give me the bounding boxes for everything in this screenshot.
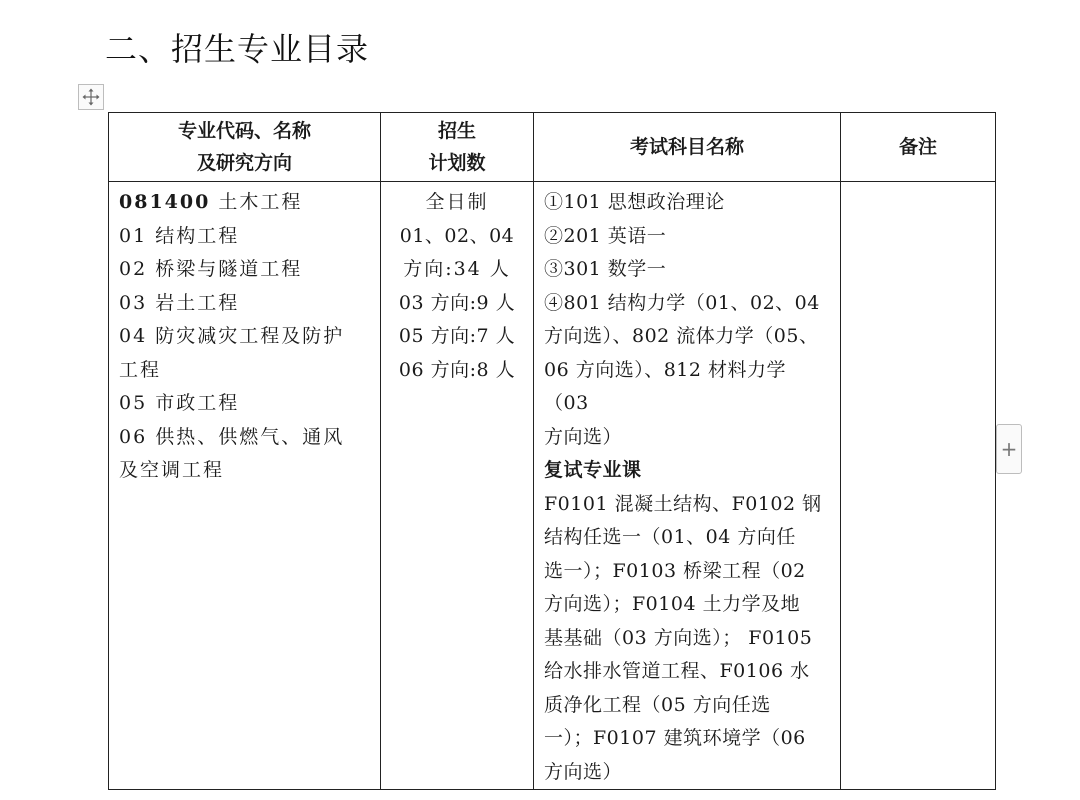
exam-subject: ④801 结构力学（01、02、04 bbox=[544, 291, 820, 314]
exam-subject: 方向选）、802 流体力学（05、 bbox=[544, 325, 819, 347]
plan-line: 01、02、04 bbox=[399, 224, 515, 247]
header-notes: 备注 bbox=[841, 113, 996, 182]
header-plan-line: 计划数 bbox=[428, 152, 486, 174]
retest-line: 基基础（03 方向选）； F0105 bbox=[544, 626, 813, 649]
retest-line: 方向选） bbox=[544, 760, 623, 783]
header-plan-line: 招生 bbox=[437, 120, 476, 142]
direction-item: 工程 bbox=[119, 358, 162, 381]
plan-cell bbox=[381, 182, 534, 790]
retest-line: 给水排水管道工程、F0106 水 bbox=[544, 660, 810, 682]
add-column-button[interactable] bbox=[996, 424, 1022, 474]
direction-item: 02 桥梁与隧道工程 bbox=[119, 258, 303, 280]
direction-item: 及空调工程 bbox=[119, 459, 225, 481]
enrollment-catalog-table bbox=[108, 112, 996, 790]
table-row bbox=[109, 182, 996, 790]
direction-item: 06 供热、供燃气、通风 bbox=[119, 425, 345, 448]
retest-line: F0101 混凝土结构、F0102 钢 bbox=[544, 492, 822, 515]
plan-line: 06 方向:8 人 bbox=[398, 358, 516, 381]
table-move-handle[interactable] bbox=[78, 84, 104, 110]
header-major bbox=[109, 113, 381, 182]
retest-line: 选一）；F0103 桥梁工程（02 bbox=[544, 559, 806, 582]
retest-line: 质净化工程（05 方向任选 bbox=[544, 693, 771, 716]
header-major-line: 专业代码、名称 bbox=[177, 120, 311, 142]
header-major-line: 及研究方向 bbox=[196, 152, 292, 174]
retest-title: 复试专业课 bbox=[544, 459, 642, 481]
exam-subject: 方向选） bbox=[544, 425, 623, 448]
major-cell bbox=[109, 182, 381, 790]
exam-subject: ③301 数学一 bbox=[544, 258, 667, 280]
direction-item: 01 结构工程 bbox=[119, 224, 240, 247]
retest-line: 结构任选一（01、04 方向任 bbox=[544, 526, 796, 548]
plus-icon: + bbox=[1000, 437, 1018, 461]
retest-line: 方向选）；F0104 土力学及地 bbox=[544, 593, 801, 615]
plan-line: 03 方向:9 人 bbox=[398, 291, 516, 314]
major-code: 081400 bbox=[119, 191, 211, 213]
exam-subject: 06 方向选）、812 材料力学（03 bbox=[544, 358, 787, 414]
direction-item: 03 岩土工程 bbox=[119, 291, 240, 314]
exam-subject: ①101 思想政治理论 bbox=[544, 191, 725, 213]
plan-line: 全日制 bbox=[425, 191, 489, 213]
retest-line: 一）；F0107 建筑环境学（06 bbox=[544, 727, 806, 749]
header-exam: 考试科目名称 bbox=[534, 113, 841, 182]
direction-item: 05 市政工程 bbox=[119, 392, 240, 414]
major-name: 土木工程 bbox=[218, 191, 303, 213]
table-header-row bbox=[109, 113, 996, 182]
move-arrows-icon bbox=[82, 88, 100, 106]
plan-line: 05 方向:7 人 bbox=[398, 325, 516, 347]
page-title: 二、招生专业目录 bbox=[105, 30, 370, 68]
exam-subject: ②201 英语一 bbox=[544, 224, 667, 247]
major-title bbox=[119, 186, 370, 220]
exam-cell bbox=[534, 182, 841, 790]
direction-item: 04 防灾减灾工程及防护 bbox=[119, 325, 345, 347]
header-plan bbox=[381, 113, 534, 182]
notes-cell bbox=[841, 182, 996, 790]
plan-line: 方向:34 人 bbox=[403, 258, 511, 280]
